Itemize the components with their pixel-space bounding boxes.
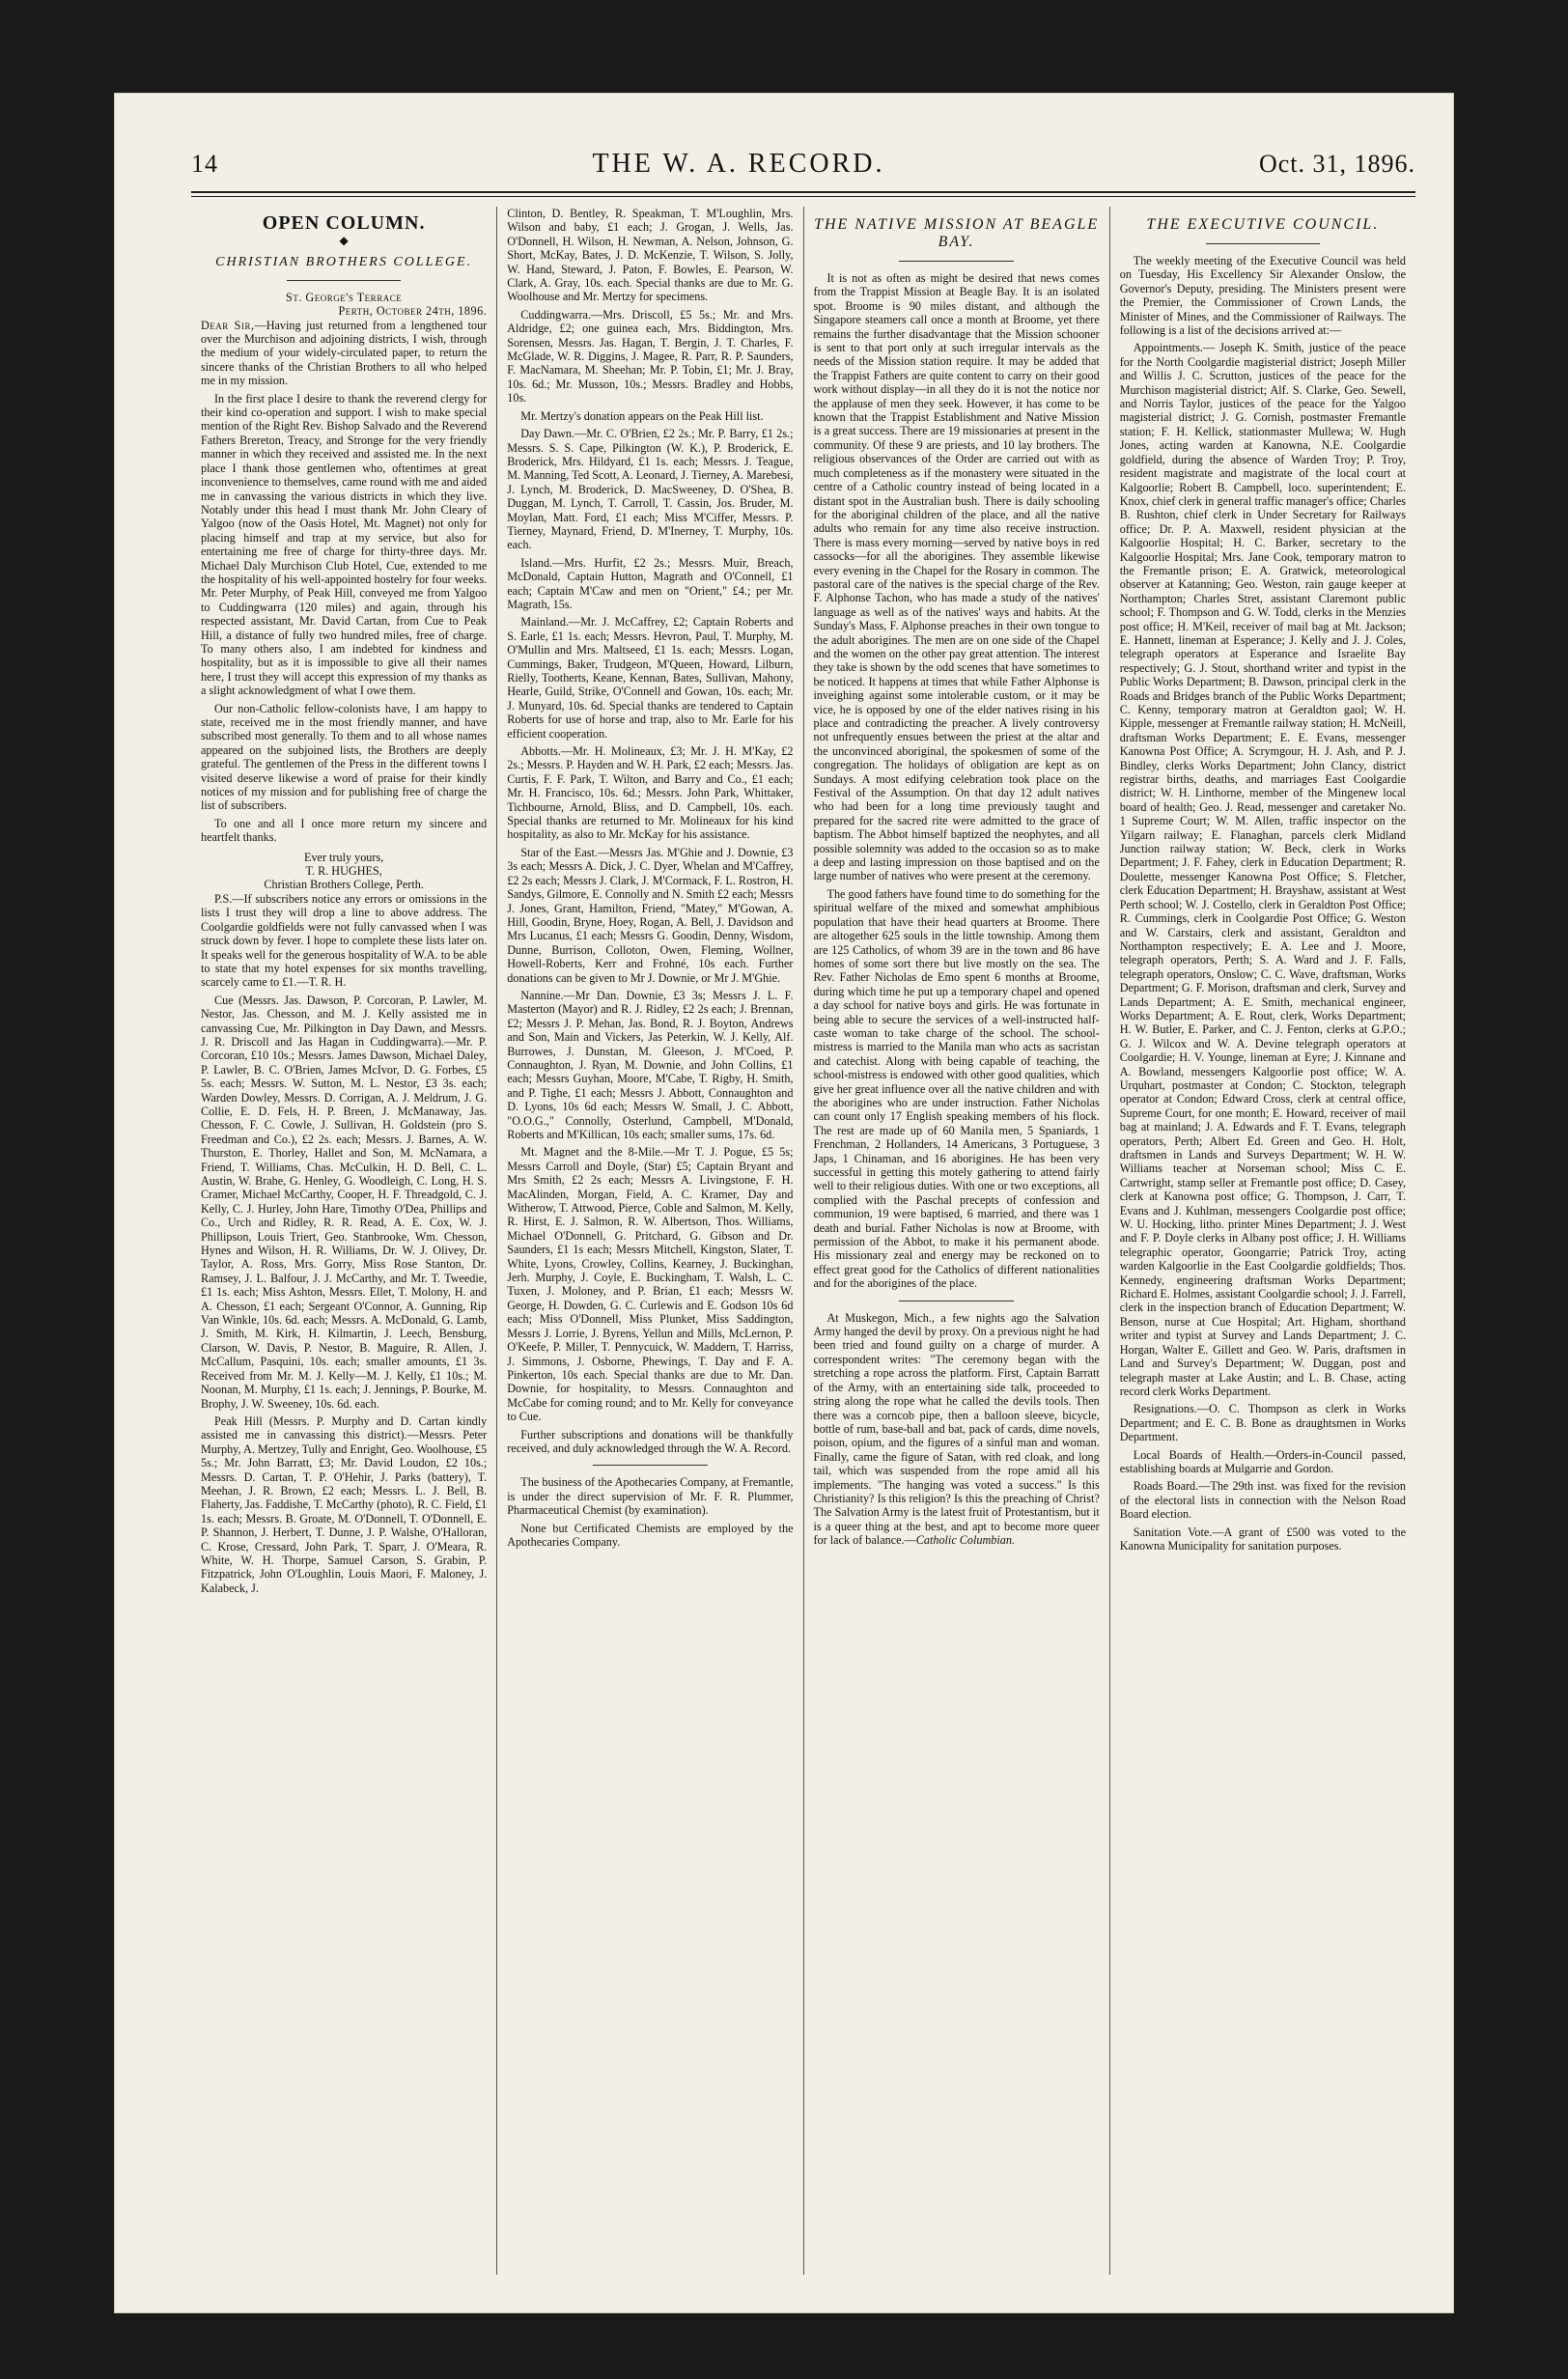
diamond-ornament-icon: ◆ — [339, 234, 349, 248]
postscript: P.S.—If subscribers notice any errors or omissions in the lists I trust they will drop a line to above address. The Coolgardie goldfields were not fully canvassed when I was struck down by fever. I hope to complete these lists later on. It speaks well for the generous hospitality of W.A. to be able to state that my hotel expenses for six months travelling, scarcely came to £1.—T. R. H. — [201, 891, 488, 990]
article-title-executive-council: THE EXECUTIVE COUNCIL. — [1146, 216, 1380, 233]
subscriber-list-abbotts: Abbotts.—Mr. H. Molineaux, £3; Mr. J. H. M'Kay, £2 2s.; Messrs. P. Hayden and W. H. Park, £2 each; Messrs. Jas. Curtis, F. F. Park, T. Wilton, and Barry and Co., £1 each; Mr. H. Francisco, 10s. 6d.; Messrs. John Park, Whittaker, Tichbourne, Arnold, Bliss, and D. Campbell, 10s. each. Special thanks are returned to Mr. Molineaux for his kind hospitality, as also to Mr. McKay for his assistance. — [507, 744, 794, 842]
divider — [593, 1465, 708, 1466]
column-3 — [804, 207, 1110, 2275]
divider — [899, 261, 1014, 262]
letter-paragraph: In the first place I desire to thank the reverend clergy for their kind co-operation and support. I wish to make special mention of the Right Rev. Bishop Salvado and the Reverend Fathers Brereton, Treacy, and Stronge for the very friendly manner in which they received and assisted me. In the next place I thank those gentlemen who, oftentimes at great inconvenience to themselves, came round with me and aided me in canvassing the various districts in which they live. Notably under this head I must thank Mr. John Cleary of Yalgoo (now of the Oasis Hotel, Mt. Magnet) not only for placing himself and trap at my service, but also for entertaining me free of charge for thirty-three days. Mr. Michael Daly Murchison Club Hotel, Cue, extended to me the hospitality of his well-appointed hostelry for four weeks. Mr. Peter Murphy, of Peak Hill, conveyed me from Yalgoo to Cuddingwarra (120 miles) and again, through his respected assistant, Mr. David Cartan, from Cue to Peak Hill, a distance of fully two hundred miles, free of charge. To many others also, I am indebted for kindness and hospitality, but as it is impossible to give all their names here, I trust they will accept this expression of my thanks as a slight acknowledgment of what I owe them. — [201, 391, 488, 698]
subscriber-list-island: Island.—Mrs. Hurfit, £2 2s.; Messrs. Muir, Breach, McDonald, Captain Hutton, Magrath and O'Connell, £1 each; Captain M'Caw and men on "Orient," £4.; per Mr. Magrath, 15s. — [507, 555, 794, 611]
local-boards-of-health: Local Boards of Health.—Orders-in-Council passed, establishing boards at Mulgarrie and Gordon. — [1119, 1447, 1406, 1475]
appointments: Appointments.— Joseph K. Smith, justice of the peace for the North Coolgardie magisterial district; Joseph Miller and Willis J. C. Scrutton, justices of the peace for the Murchison magisterial district; Alf. S. Clarke, Geo. Sewell, and Norris Taylor, justices of the peace for the Yalgoo magisterial district; J. G. Cornish, postmaster Fremantle station; F. H. Kellick, stationmaster Mullewa; W. Hugh Jones, acting warden at Kanowna, N.E. Coolgardie goldfield, during the absence of Warden Troy; P. Troy, resident magistrate and magistrate of the local court at Kalgoorlie; Robert B. Campbell, loco. superintendent; E. Knox, chief clerk in general traffic manager's office; Charles B. Rushton, chief clerk in Under Secretary for Railways office; Dr. P. A. Maxwell, resident physician at the Kalgoorlie Hospital; H. C. Barker, secretary to the Kalgoorlie Hospital; Mrs. Jane Cook, temporary matron to the Fremantle prison; E. A. Gratwick, meteorological observer at Katanning; Geo. Weston, rain gauge keeper at Northampton; Charles Stret, assistant Claremont public school; F. Thompson and G. W. Todd, clerks in the Menzies post office; H. M'Keil, receiver of mail bag at Mt. Jackson; E. Hannett, lineman at Esperance; J. Kelly and J. J. Coles, telegraph operators at Esperance and Israelite Bay respectively; G. J. Stout, shorthand writer and typist in the Public Works Department; B. Dawson, principal clerk in the Roads and Bridges branch of the Public Works Department; C. Kenny, temporary matron at Geraldton gaol; W. H. Kipple, messenger at Fremantle railway station; H. McNeill, draftsman Works Department; E. E. Evans, messenger Kanowna Post Office; A. Scrymgour, H. J. Ash, and P. J. Bindley, clerks Works Department; John Clancy, district registrar births, deaths, and marriages East Coolgardie district; W. H. Linthorne, member of the Mingenew local board of health; Geo. J. Read, messenger and caretaker No. 1 Supreme Court; W. M. Allen, traffic inspector on the Yilgarn railway; E. Flanaghan, parcels clerk Midland Junction railway station; W. Beck, clerk in Works Department; J. F. Fahey, clerk in Education Department; R. Doulette, messenger Kanowna Post Office; S. Fletcher, clerk Education Department; H. Brayshaw, assistant at West Perth school; W. J. Costello, clerk in Geraldton Post Office; R. Cummings, clerk in Coolgardie Post Office; G. Weston and W. Carstairs, clerk and assistant, Geraldton and Northampton respectively; E. A. Lee and J. Moore, telegraph operators, Perth; S. A. Ward and J. F. Falls, telegraph operators, Onslow; C. C. Wave, draftsman, Works Department; G. F. Morison, draftsman and clerk, Survey and Lands Department; A. E. Smith, mechanical engineer, Works Department; A. E. Rout, clerk, Works Department; H. W. Butler, E. Parker, and C. J. Fenton, clerks at G.P.O.; G. J. Wilcox and W. A. Devine telegraph operators at Coolgardie; H. V. Younge, lineman at Eyre; J. Kinnane and A. Bowland, messengers Kalgoorlie post office; W. A. Urquhart, postmaster at Condon; C. Stockton, telegraph operator at Condon; Edward Cross, clerk at central office, Supreme Court, for one month; E. Howard, receiver of mail bag at mainland; J. A. Edwards and F. T. Evans, telegraph operators, Perth; Albert Ed. Green and Geo. H. Holt, draftsmen in Lands and Surveys Department; W. H. W. Williams teacher at Norseman school; Miss C. E. Cartwright, stamp seller at Fremantle post office; D. Casey, clerk at Kanowna post office; G. Thompson, J. Carr, T. Evans and J. Kuhlman, messengers Coolgardie post office; W. U. Hocking, litho. printer Mines Department; J. J. West and F. P. Doyle clerks in Albany post office; J. H. Williams telegraphic operator, Goongarrie; Patrick Troy, acting warden Kalgoorlie in the East Coolgardie goldfields; Thos. Kennedy, engineering draftsman Works Department; Richard E. Holmes, assistant Coolgardie school; J. J. Farrell, clerk in the inspection branch of Education Department; W. Benson, nurse at Cue Hospital; Art. Higham, shorthand writer and typist at Survey and Lands Department; J. C. Horgan, Walter E. Gillett and Geo. W. Paris, draftsmen in Land and Survey's Department; W. Duggan, post and telegraph master at Lake Austin; and L. B. Chase, acting record clerk Works Department. — [1119, 341, 1406, 1398]
subscriber-list-day-dawn: Day Dawn.—Mr. C. O'Brien, £2 2s.; Mr. P. Barry, £1 2s.; Messrs. S. S. Cape, Pilkington (W. K.), P. Broderick, E. Broderick, Mrs. Hildyard, £1 1s. each; Messrs. J. Teague, M. Manning, Ted Scott, A. Leonard, J. Tierney, A. Marebesi, J. Lynch, M. Broderick, D. MacSweeney, D. O'Shea, B. Duggan, M. Lynch, T. Carroll, T. Cassin, Jos. Bruder, M. Moylan, Matt. Ford, £1 each; Miss M'Ciffer, Messrs. P. Tierney, Maynard, Friend, D. M'Inerney, T. Murphy, 10s. each. — [507, 427, 794, 552]
article-text: At Muskegon, Mich., a few nights ago the Salvation Army hanged the devil by proxy. On a previous night he had been tried and found guilty on a charge of murder. A correspondent writes: "The ceremony began with the stretching a rope across the platform. First, Captain Barratt of the Army, with an entertaining side talk, proceeded to string along the rope what he called the devils tools. Then there was a corncob pipe, then a balloon sleeve, bicycle, bottle of rum, base-ball and bat, pack of cards, dime novels, poison, opium, and the figures of a sinful man and woman. Finally, came the figure of Satan, with red cloak, and long tail, which was suspended from the rope amid all his implements. "The hanging was voted a success." Is this Christianity? Is this religion? Is this the preaching of Christ? The Salvation Army is the latest fruit of Protestantism, but it is a queer thing at the best, and apt to become more queer for lack of balance.— — [813, 1310, 1100, 1548]
signature-org: Christian Brothers College, Perth. — [264, 878, 424, 892]
sanitation-vote: Sanitation Vote.—A grant of £500 was voted to the Kanowna Municipality for sanitation purposes. — [1119, 1525, 1406, 1553]
roads-board: Roads Board.—The 29th inst. was fixed for the revision of the electoral lists in connection with the Nelson Road Board election. — [1119, 1479, 1406, 1522]
article-paragraph: The weekly meeting of the Executive Council was held on Tuesday, His Excellency Sir Alexander Onslow, the Governor's Deputy, presiding. The Ministers present were the Premier, the Commissioner of Crown Lands, the Minister of Mines, and the Commissioner of Railways. The following is a list of the decisions arrived at:— — [1119, 254, 1406, 338]
salutation: Dear Sir, — [201, 318, 255, 332]
article-paragraph: The good fathers have found time to do something for the spiritual welfare of the mixed and somewhat amphibious population that have their head quarters at Broome. There are altogether 625 souls in the little township. Among them are 125 Catholics, of whom 39 are in the town and 86 have homes of some sort there but live mostly on the sea. The Rev. Father Nicholas de Emo spent 6 months at Broome, during which time he put up a temporary chapel and opened a day school for native boys and girls. He was fortunate in being able to secure the services of a well-instructed half-caste woman to take charge of the school. The school-mistress is married to the Manila man who acts as sacristan and catechist. Along with being capable of teaching, the school-mistress is endowed with other good qualities, which give her great influence over all the native children and with the aborigines who are under instruction. Father Nicholas can count only 17 English speaking members of his flock. The rest are made up of 60 Manila men, 5 Spaniards, 1 Frenchman, 2 Hollanders, 14 Americans, 3 Portuguese, 3 Japs, 1 Chinaman, and 16 aborigines. He has been very successful in getting this motely gathering to attend fairly well to their religious duties. With one or two exceptions, all complied with the Paschal precepts of confession and communion, 19 were baptised, 6 married, and there was 1 death and burial. Father Nicholas is now at Broome, with permission of the Abbot, to make it his permanent abode. His missionary zeal and energy may be reckoned on to effect great good for the Catholics of different nationalities and for the aborigines of the place. — [813, 886, 1100, 1291]
signature: T. R. HUGHES, — [305, 864, 382, 879]
header-rule — [191, 191, 1415, 197]
newspaper-page — [114, 93, 1454, 2313]
closing: Ever truly yours, — [304, 850, 384, 864]
source-credit: Catholic Columbian. — [915, 1533, 1015, 1548]
article-title-native-mission: THE NATIVE MISSION AT BEAGLE BAY. — [814, 216, 1100, 250]
issue-date: Oct. 31, 1896. — [1258, 150, 1415, 178]
article-title: CHRISTIAN BROTHERS COLLEGE. — [215, 254, 473, 269]
dateline: Perth, October 24th, 1896. — [338, 304, 488, 319]
letter-paragraph: Our non-Catholic fellow-colonists have, I am happy to state, received me in the most friendly manner, and have subscribed most generally. To them and to all whose names appeared on the subjoined lists, the Brothers are deeply grateful. The gentlemen of the Press in the different towns I visited deserve likewise a word of praise for their kindly notices of my mission and for publishing free of charge the list of subscribers. — [201, 701, 488, 813]
note-mertzy: Mr. Mertzy's donation appears on the Peak Hill list. — [520, 408, 764, 423]
subscriber-list-star-of-east: Star of the East.—Messrs Jas. M'Ghie and J. Downie, £3 3s each; Messrs A. Dick, J. C. Dyer, Whelan and M'Caffrey, £2 2s each; Messrs J. Clark, J. M'Cormack, F. L. Rostron, H. Sandys, Gilmore, E. Connolly and N. Smith £2 each; Messrs J. Jones, Grant, Hamilton, Friend, "Matey," M'Gowan, A. Hill, Goodin, Bryne, Hoey, Rogan, A. Bell, J. Davidson and Mrs Lucanus, £1 each; Messrs G. Goodin, Denny, Wisdom, Dunne, Burrison, Colloton, Owen, Fleming, Wollner, Howell-Roberts, Kerr and Frohné, 10s each. Further donations can be given to Mr J. Downie, or Mr J. M'Ghie. — [507, 845, 794, 985]
letter-text: —Having just returned from a lengthened tour over the Murchison and adjoining districts, I wish, through the medium of your widely-circulated paper, to return the sincere thanks of the Christian Brothers to all who helped me in my mission. — [201, 318, 488, 388]
subscriber-list-mt-magnet: Mt. Magnet and the 8-Mile.—Mr T. J. Pogue, £5 5s; Messrs Carroll and Doyle, (Star) £5; Captain Bryant and Mrs Smith, £2 2s each; Messrs A. Livingstone, F. H. MacAlinden, Morgan, Field, A. C. Kramer, Day and Witherow, T. Attwood, Pierce, Coble and Salmon, M. Kelly, R. Hirst, E. J. Salmon, R. W. Albertson, Thos. Williams, Michael O'Donnell, G. Pritchard, G. Gibson and Dr. Saunders, £1 1s each; Messrs Mitchell, Kingston, Slater, T. White, Lyons, Crowley, Collins, Kearney, J. Buckinghan, Jerh. Murphy, J. Coyle, E. Buckingham, T. Walsh, L. C. Tuxen, J. Moloney, and P. Brian, £1 each; Messrs W. George, H. Dowden, G. C. Curlewis and E. Godson 10s 6d each; Miss O'Donnell, Miss Plunket, Miss Saddington, Messrs J. Lorrie, J. Byrens, Yellun and Mills, McLernon, P. O'Keefe, P. Miller, T. Pennycuick, W. Maddern, T. Harriss, J. Simmons, J. Osborne, Phewings, T. Day and F. A. Pinkerton, 10s each. Special thanks are due to Mr. Dan. Downie, for hospitality, to Messrs. Connaughton and McCabe for coming round; and to Mr. Kelly for conveyance to Cue. — [507, 1145, 794, 1424]
masthead: THE W. A. RECORD. — [592, 149, 885, 179]
apothecaries-notice: None but Certificated Chemists are employed by the Apothecaries Company. — [507, 1521, 794, 1549]
subscriber-list-peak-hill: Peak Hill (Messrs. P. Murphy and D. Cartan kindly assisted me in canvassing this district).—Messrs. Peter Murphy, A. Mertzey, Tully and Enright, Geo. Woolhouse, £5 5s.; Mr. John Barratt, £3; Mr. David Loudon, £2 10s.; Messrs. D. Cartan, T. P. O'Hehir, J. Parks (battery), T. Meehan, J. R. Brown, £2 each; Messrs. L. J. Bell, B. Flaherty, Jas. Faddishe, T. McCarthy (photo), R. C. Field, £1 1s. each; Messrs. B. Groate, M. O'Donnell, T. O'Donnell, E. P. Shannon, J. Herbert, T. Dunne, J. P. Walshe, O'Halloran, C. Krose, Cressard, John Park, T. Sparr, J. O'Meara, R. White, W. H. Thorpe, Samuel Carson, S. Grabin, P. Fitzpatrick, John O'Loughlin, Louis Maori, F. Maloney, J. Kalabeck, J. — [201, 1413, 488, 1595]
column-1 — [191, 207, 497, 2275]
resignations: Resignations.—O. C. Thompson as clerk in Works Department; and E. C. B. Bone as draughtsmen in Works Department. — [1119, 1402, 1406, 1444]
apothecaries-notice: The business of the Apothecaries Company, at Fremantle, is under the direct supervision of Mr. F. R. Plummer, Pharmaceutical Chemist (by examination). — [507, 1475, 794, 1518]
letter-paragraph — [201, 319, 487, 388]
open-column-heading: OPEN COLUMN. — [262, 212, 426, 234]
page-header — [191, 149, 1415, 187]
article-paragraph: It is not as often as might be desired that news comes from the Trappist Mission at Beagle Bay. It is an isolated spot. Broome is 90 miles distant, and although the Singapore steamers call once a month at Broome, yet there remains the further disadvantage that the Mission schooner is sent to that port only at such irregular intervals as the needs of the Mission station require. It may be added that the Trappist Fathers are quite content to carry on their good work without display—in all they do it is not the notice nor the applause of men they seek. However, it has come to be known that the Trappist Establishment and Native Mission is a great success. There are 19 missionaries at present in the community. Of these 9 are priests, and 10 lay brothers. The religious observances of the Order are carried out with as much completeness as if the monastery were situated in the centre of a Catholic country instead of being located in a distant spot in the Australian bush. There is daily schooling for the aboriginal children of the place, and all the native adults who remain for any time also receive instruction. There is mass every morning—served by native boys in red cassocks—for all the aborigines. They assemble likewise every evening in the Chapel for the Rosary in common. The pastoral care of the natives is the special charge of the Rev. F. Alphonse Tachon, who has made a study of the natives' language as well as of the natives' ways and habits. At the Sunday's Mass, F. Alphonse preaches in their own tongue to the adult aborigines. The men are on one side of the Chapel and the women on the other pay great attention. The interest they take is shown by the odd scenes that have sometimes to be noticed. It happens at times that while Father Alphonse is inveighing against some intolerable custom, or it may be vice, he is opposed by one of the elder natives rising in his place and contradicting the preacher. A lively controversy not unfrequently ensues between the priest at the altar and the unconvinced aboriginal, the spokesmen of some of the congregation. The holidays of obligation are kept as on Sundays. A most edifying celebration took place on the Festival of the Assumption. On that day 12 adult natives who had been for a long time previously taught and prepared for the sacred rite were admitted to the grace of baptism. The Abbot himself baptized the neophytes, and all possible solemnity was added to the occasion so as to make a deep and lasting impression on those baptised and on the large number of natives who were present at the ceremony. — [813, 271, 1100, 883]
subscriber-list-nannine: Nannine.—Mr Dan. Downie, £3 3s; Messrs J. L. F. Masterton (Mayor) and R. J. Ridley, £2 2s each; J. Brennan, £2; Messrs J. P. Mehan, Jas. Bond, R. J. Boyton, Andrews and Son, Main and Vickers, Jas Peterkin, W. J. Kelly, Alf. Burrowes, J. Dunstan, M. Gleeson, J. M'Coed, P. Connaughton, J. Ryan, M. Downie, and John Collins, £1 each; Messrs Guyhan, Moore, M'Cabe, T. Rigby, H. Smith, and P. Tighe, £1 each; Messrs J. Abbott, Connaughton and D. Lyons, 10s 6d each; Messrs W. Small, J. C. Abbott, "O.O.G.," Connolly, Osterlund, Campbell, M'Donald, Roberts and M'Killican, 10s each; smaller sums, 17s. 6d. — [507, 988, 794, 1141]
address-line: St. George's Terrace — [286, 290, 403, 304]
further-subscriptions: Further subscriptions and donations will be thankfully received, and duly acknowledged through the W. A. Record. — [507, 1427, 794, 1455]
subscriber-list-mainland: Mainland.—Mr. J. McCaffrey, £2; Captain Roberts and S. Earle, £1 1s. each; Messrs. Hevron, Paul, T. Murphy, M. O'Mullin and Mrs. Maltseed, £1 1s. each; Messrs. Logan, Cummings, Baker, Trudgeon, M'Queen, Howard, Lilburn, Rielly, Tootherts, Keane, Kennan, Bates, Sullivan, Mahony, Hearle, Guild, Strike, O'Connell and Gowan, 10s. each; Mr. J. Munyard, 10s. 6d. Special thanks are tendered to Captain Roberts for use of horse and trap, also to Mr. Earle for his efficient cooperation. — [507, 615, 794, 741]
subscriber-list-continued: Clinton, D. Bentley, R. Speakman, T. M'Loughlin, Mrs. Wilson and baby, £1 each; J. Grogan, J. Wells, Jas. O'Donnell, H. Wilson, H. Newman, A. Nelson, Johnson, G. Short, McKay, Bates, J. D. McKenzie, T. Wilson, S. Jolly, W. Hand, Steward, J. Paton, F. Bowles, E. Pearson, W. Clark, A. Gray, 10s. each. Special thanks are due to Mr. G. Woolhouse and Mr. Mertzy for specimens. — [507, 207, 794, 304]
column-4 — [1110, 207, 1415, 2275]
subscriber-list-cue: Cue (Messrs. Jas. Dawson, P. Corcoran, P. Lawler, M. Nestor, Jas. Chesson, and M. J. Kelly assisted me in canvassing Cue, Mr. Pilkington in Day Dawn, and Messrs. J. R. Driscoll and Jas Hagan in Cuddingwarra).—Mr. P. Corcoran, £10 10s.; Messrs. James Dawson, Michael Daley, P. Lawler, B. C. O'Brien, James McIvor, D. G. Forbes, £5 5s. each; Messrs. W. Sutton, M. L. Nestor, £3 3s. each; Warden Dowley, Messrs. D. Corrigan, A. J. Meldrum, J. G. Collie, E. D. Fels, H. P. Breen, J. McManaway, Jas. Chesson, F. C. Cowle, J. Sullivan, H. Goldstein (pro S. Freedman and Co.), £2 2s. each; Messrs. J. Barnes, A. W. Thurston, E. Thorley, Hallet and Son, M. McNamara, a Friend, T. Williams, Chas. McCulkin, H. D. Bell, C. L. Austin, W. Brahe, G. Henley, G. Woodleigh, C. Long, H. S. Cramer, Michael McCarthy, Cooper, H. F. Threadgold, C. J. Kelly, C. J. Hurley, John Hare, Timothy O'Dea, Phillips and Co., Urch and Ridley, R. R. Read, A. E. Cox, W. J. Phillipson, Louis Triert, Geo. Stanbrooke, Wm. Chesson, Hynes and Wilson, H. R. Williams, Dr. W. J. Olivey, Dr. Taylor, A. Ross, Mrs. Gorry, Miss Rose Stanton, Dr. Ramsey, J. L. Balfour, J. J. McCarthy, and Mr. T. Tweedie, £1 1s. each; Miss Ashton, Messrs. Ellet, T. Molony, H. and A. Chesson, £1 each; Sergeant O'Connor, A. Gunning, Rip Van Winkle, 10s. 6d. each; Messrs. A. McDonald, G. Lamb, J. Smith, M. Kirk, H. Kilmartin, J. Leech, Bensburg, Clarson, W. Davis, P. Nestor, B. Maguire, R. Allen, J. McCallum, Pasquini, 10s. each; smaller amounts, £1 3s. Received from Mr. M. J. Kelly—M. J. Kelly, £1 10s.; M. Noonan, M. Murphy, £1 1s. each; J. Jennings, P. Bourke, M. Brophy, J. W. Sweeney, 10s. 6d. each. — [201, 993, 488, 1411]
divider — [287, 280, 402, 281]
subscriber-list-cuddingwarra: Cuddingwarra.—Mrs. Driscoll, £5 5s.; Mr. and Mrs. Aldridge, £2; one guinea each, Mrs. Biddington, Mrs. Sorensen, Messrs. Jas. Hagan, T. Bergin, J. T. Charles, F. McGlade, W. R. Diggins, J. Magee, R. Parr, R. P. Saunders, F. MacNamara, M. Sheehan; Mr. P. Tobin, £1; Mr. J. Bray, 10s. 6d.; Mr. Musson, 10s.; Messrs. Bradley and Hobbs, 10s. — [507, 307, 794, 406]
divider — [1206, 243, 1321, 244]
column-2 — [497, 207, 803, 2275]
page-number: 14 — [191, 150, 218, 178]
article-paragraph — [814, 1311, 1100, 1548]
letter-paragraph: To one and all I once more return my sincere and heartfelt thanks. — [201, 816, 488, 845]
columns — [191, 207, 1415, 2275]
